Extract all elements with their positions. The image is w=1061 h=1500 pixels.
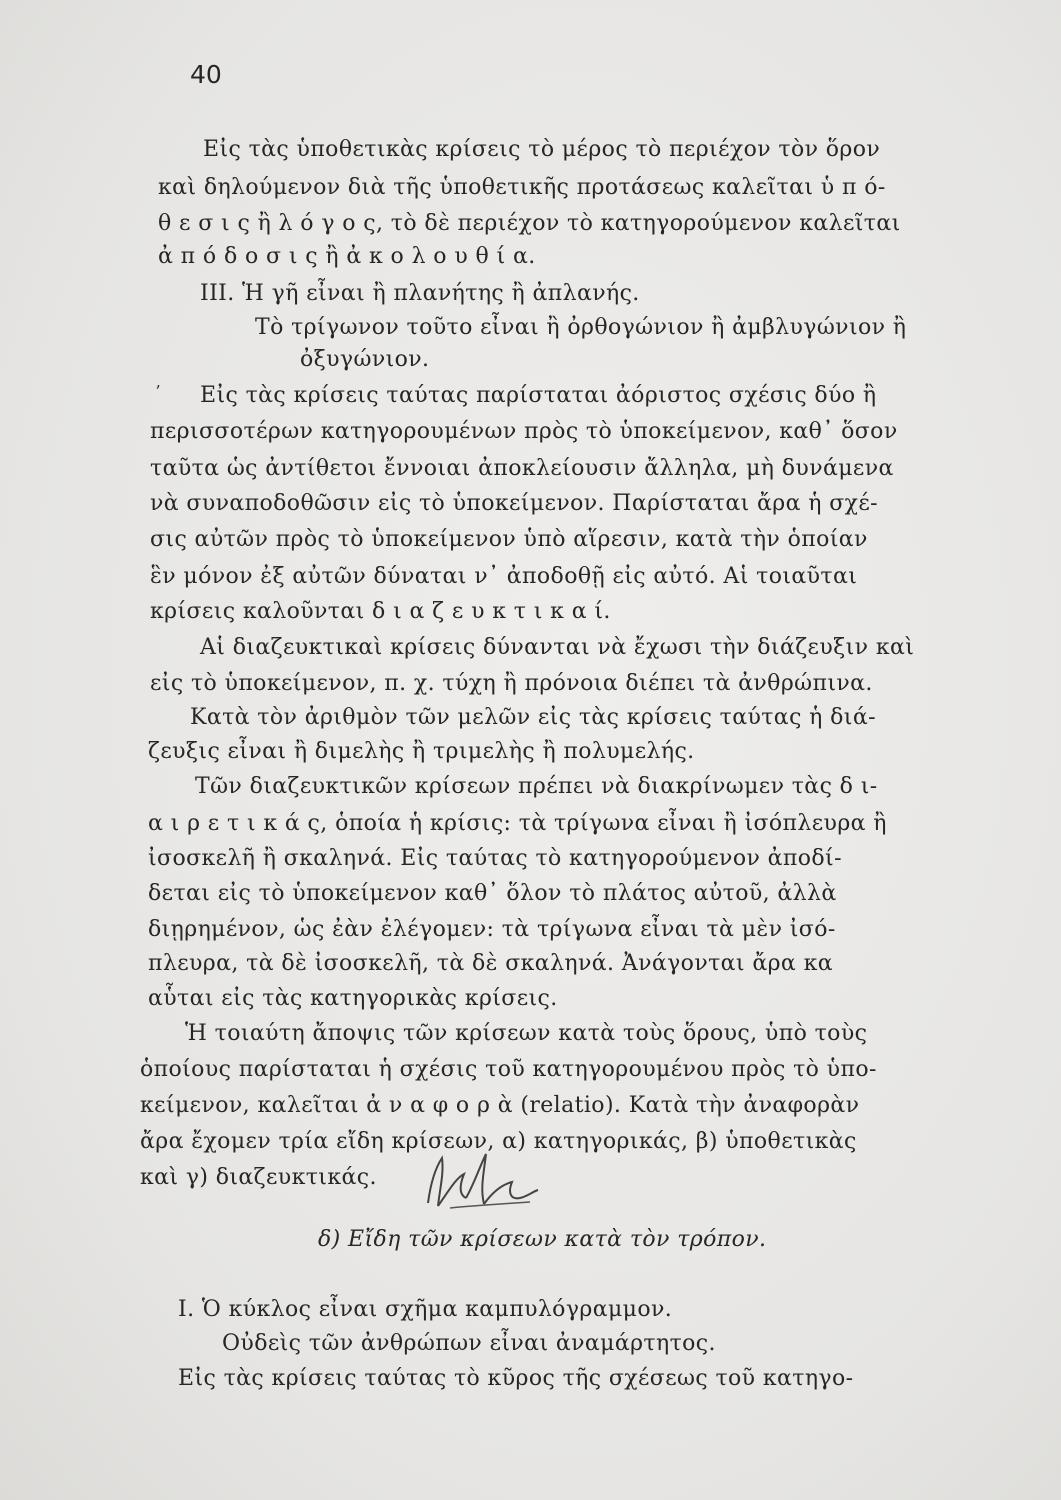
text-line: Τῶν διαζευκτικῶν κρίσεων πρέπει νὰ διακρίνωμεν τὰς δ ι- (195, 774, 878, 799)
text-line: θ ε σ ι ς ἢ λ ό γ ο ς, τὸ δὲ περιέχον τὸ κατηγορούμενον καλεῖται (158, 211, 901, 236)
text-line: III. Ἡ γῆ εἶναι ἢ πλανήτης ἢ ἀπλανής. (200, 281, 640, 306)
text-line: καὶ δηλούμενον διὰ τῆς ὑποθετικῆς προτάσεως καλεῖται ὑ π ό- (158, 175, 886, 200)
text-line: ταῦτα ὡς ἀντίθετοι ἔννοιαι ἀποκλείουσιν ἄλληλα, μὴ δυνάμενα (150, 456, 894, 481)
text-line: ζευξις εἶναι ἢ διμελὴς ἢ τριμελὴς ἢ πολυμελής. (148, 739, 695, 764)
text-line: ἄρα ἔχομεν τρία εἴδη κρίσεων, α) κατηγορικάς, β) ὑποθετικὰς (140, 1129, 857, 1154)
text-line: Εἰς τὰς ὑποθετικὰς κρίσεις τὸ μέρος τὸ περιέχον τὸν ὅρον (203, 137, 881, 162)
stray-mark: ʼ (155, 382, 161, 401)
text-line: I. Ὁ κύκλος εἶναι σχῆμα καμπυλόγραμμον. (178, 1297, 673, 1322)
text-line: ἰσοσκελῆ ἢ σκαληνά. Εἰς ταύτας τὸ κατηγορούμενον ἀποδί- (148, 846, 842, 871)
text-line: Τὸ τρίγωνον τοῦτο εἶναι ἢ ὀρθογώνιον ἢ ἀμβλυγώνιον ἢ (255, 315, 907, 340)
text-line: κείμενον, καλεῖται ἀ ν α φ ο ρ ὰ (relatio). Κατὰ τὴν ἀναφορὰν (140, 1093, 860, 1118)
section-heading: δ) Εἴδη τῶν κρίσεων κατὰ τὸν τρόπον. (318, 1227, 767, 1252)
text-line: ἀ π ό δ ο σ ι ς ἢ ἀ κ ο λ ο υ θ ί α. (158, 244, 536, 269)
text-line: περισσοτέρων κατηγορουμένων πρὸς τὸ ὑποκείμενον, καθ᾽ ὅσον (150, 419, 898, 444)
text-line: Αἱ διαζευκτικαὶ κρίσεις δύνανται νὰ ἔχωσι τὴν διάζευξιν καὶ (200, 635, 915, 660)
text-line: Εἰς τὰς κρίσεις ταύτας παρίσταται ἀόριστος σχέσις δύο ἢ (200, 383, 877, 408)
text-line: Ἡ τοιαύτη ἄποψις τῶν κρίσεων κατὰ τοὺς ὅρους, ὑπὸ τοὺς (185, 1021, 868, 1046)
text-line: Κατὰ τὸν ἀριθμὸν τῶν μελῶν εἰς τὰς κρίσεις ταύτας ἡ διά- (190, 705, 876, 730)
text-line: κρίσεις καλοῦνται δ ι α ζ ε υ κ τ ι κ α ί. (150, 599, 611, 624)
text-line: καὶ γ) διαζευκτικάς. (140, 1165, 377, 1190)
text-line: ἓν μόνον ἐξ αὐτῶν δύναται ν᾽ ἀποδοθῇ εἰς αὐτό. Αἱ τοιαῦται (150, 564, 858, 589)
text-line: δεται εἰς τὸ ὑποκείμενον καθ᾽ ὅλον τὸ πλάτος αὐτοῦ, ἀλλὰ (148, 881, 837, 906)
text-line: διῃρημένον, ὡς ἐὰν ἐλέγομεν: τὰ τρίγωνα εἶναι τὰ μὲν ἰσό- (148, 917, 836, 942)
text-line: νὰ συναποδοθῶσιν εἰς τὸ ὑποκείμενον. Παρίσταται ἄρα ἡ σχέ- (150, 491, 878, 516)
text-line: εἰς τὸ ὑποκείμενον, π. χ. τύχη ἢ πρόνοια διέπει τὰ ἀνθρώπινα. (150, 671, 873, 696)
text-line: ὁποίους παρίσταται ἡ σχέσις τοῦ κατηγορουμένου πρὸς τὸ ὑπο- (140, 1057, 877, 1082)
text-line: ὀξυγώνιον. (300, 347, 430, 372)
text-line: α ι ρ ε τ ι κ ά ς, ὁποία ἡ κρίσις: τὰ τρίγωνα εἶναι ἢ ἰσόπλευρα ἢ (148, 811, 887, 836)
text-line: πλευρα, τὰ δὲ ἰσοσκελῆ, τὰ δὲ σκαληνά. Ἀνάγονται ἄρα κα (148, 951, 833, 976)
text-line: Οὐδεὶς τῶν ἀνθρώπων εἶναι ἀναμάρτητος. (222, 1331, 716, 1356)
handwritten-signature (420, 1148, 550, 1218)
text-line: σις αὐτῶν πρὸς τὸ ὑποκείμενον ὑπὸ αἵρεσιν, κατὰ τὴν ὁποίαν (150, 527, 868, 552)
text-line: αὗται εἰς τὰς κατηγορικὰς κρίσεις. (148, 986, 558, 1011)
page-number: 40 (190, 60, 222, 89)
text-line: Εἰς τὰς κρίσεις ταύτας τὸ κῦρος τῆς σχέσεως τοῦ κατηγο- (178, 1366, 854, 1391)
